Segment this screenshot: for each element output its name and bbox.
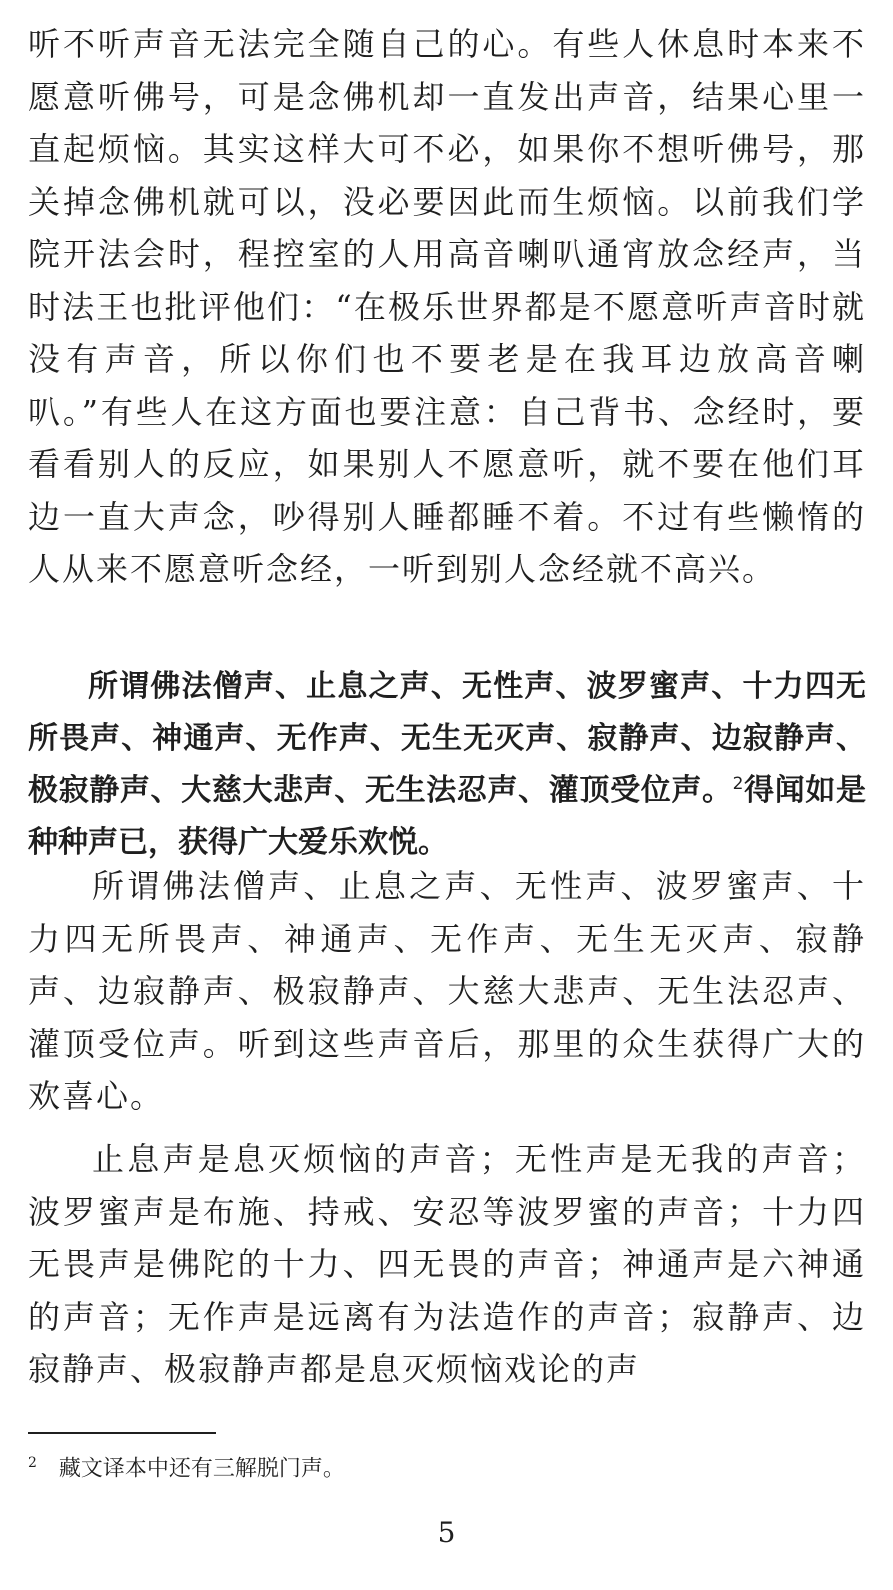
page-number: 5 xyxy=(437,1516,456,1549)
footnote-text: 藏文译本中还有三解脱门声。 xyxy=(58,1456,345,1482)
paragraph-sutra-quote xyxy=(28,661,866,869)
footnote-number: 2 xyxy=(28,1455,37,1471)
paragraph-commentary-2: 所谓佛法僧声、止息之声、无性声、波罗蜜声、十力四无所畏声、神通声、无作声、无生无灭声、寂静声、边寂静声、极寂静声、大慈大悲声、无生法忍声、灌顶受位声。听到这些声音后，那里的众生获得广大的欢喜心。 xyxy=(28,867,866,1115)
sutra-quote-text-continued: 得闻如是种种声已，获得广大爱乐欢悦。 xyxy=(28,773,867,860)
footnote-reference[interactable]: 2 xyxy=(732,774,744,794)
paragraph-commentary-1: 听不听声音无法完全随自己的心。有些人休息时本来不愿意听佛号，可是念佛机却一直发出声音，结果心里一直起烦恼。其实这样大可不必，如果你不想听佛号，那关掉念佛机就可以，没必要因此而生烦恼。以前我们学院开法会时，程控室的人用高音喇叭通宵放念经声，当时法王也批评他们：“在极乐世界都是不愿意听声音时就没有声音，所以你们也不要老是在我耳边放高音喇叭。”有些人在这方面也要注意：自己背书、念经时，要看看别人的反应，如果别人不愿意听，就不要在他们耳边一直大声念，吵得别人睡都睡不着。不过有些懒惰的人从来不愿意听念经，一听到别人念经就不高兴。 xyxy=(28,25,866,588)
paragraph-commentary-3: 止息声是息灭烦恼的声音；无性声是无我的声音；波罗蜜声是布施、持戒、安忍等波罗蜜的声音；十力四无畏声是佛陀的十力、四无畏的声音；神通声是六神通的声音；无作声是远离有为法造作的声音；寂静声、边寂静声、极寂静声都是息灭烦恼戏论的声 xyxy=(28,1140,866,1388)
sutra-quote-text: 所谓佛法僧声、止息之声、无性声、波罗蜜声、十力四无所畏声、神通声、无作声、无生无灭声、寂静声、边寂静声、极寂静声、大慈大悲声、无生法忍声、灌顶受位声。 xyxy=(28,669,866,808)
footnote xyxy=(28,1448,866,1484)
footnote-divider xyxy=(28,1432,216,1434)
